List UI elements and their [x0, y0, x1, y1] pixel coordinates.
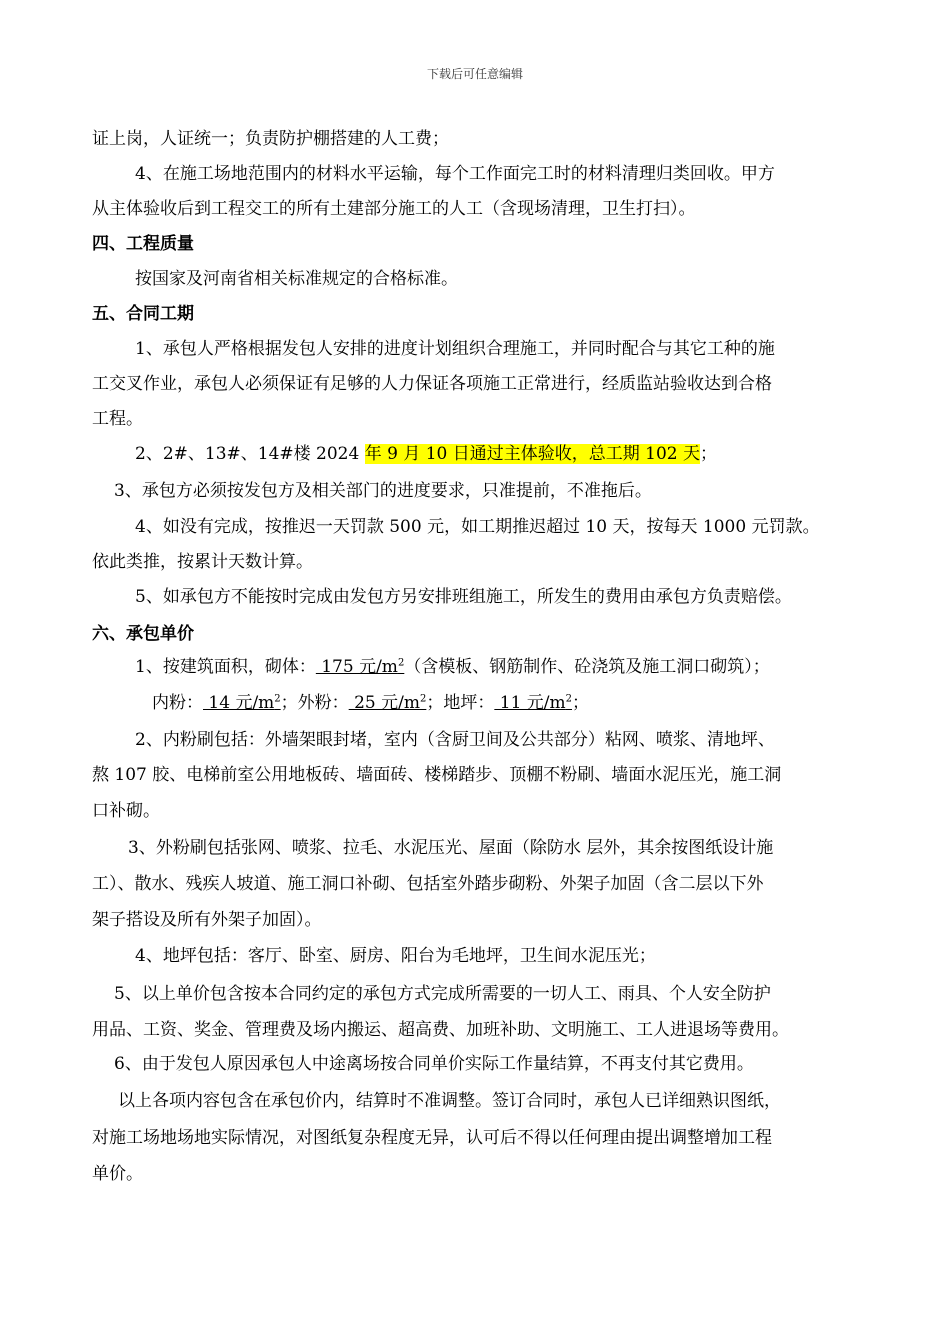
- price-item-1-note: （含模板、钢筋制作、砼浇筑及施工洞口砌筑）；: [404, 657, 770, 677]
- price-item-3-line-2: 工）、散水、残疾人坡道、施工洞口补砌、包括室外踏步砌粉、外架子加固（含二层以下外: [92, 874, 764, 894]
- schedule-item-1-line-3: 工程。: [92, 409, 143, 429]
- list-item-4-line-2: 从主体验收后到工程交工的所有土建部分施工的人工（含现场清理，卫生打扫）。: [92, 199, 696, 219]
- price-item-2-line-3: 口补砌。: [92, 801, 160, 821]
- schedule-item-4-line-2: 依此类推，按累计天数计算。: [92, 552, 313, 572]
- schedule-item-1-line-2: 工交叉作业，承包人必须保证有足够的人力保证各项施工正常进行，经质监站验收达到合格: [92, 374, 772, 394]
- quality-paragraph: 按国家及河南省相关标准规定的合格标准。: [135, 269, 458, 289]
- schedule-item-5: 5、如承包方不能按时完成由发包方另安排班组施工，所发生的费用由承包方负责赔偿。: [135, 587, 792, 607]
- schedule-item-2-end: ；: [700, 444, 718, 464]
- floor-label: ；地坪：: [426, 693, 495, 713]
- price-item-4: 4、地坪包括：客厅、卧室、厨房、阳台为毛地坪，卫生间水泥压光；: [135, 946, 656, 966]
- outer-plaster-label: ；外粉：: [280, 693, 349, 713]
- closing-paragraph-line-3: 单价。: [92, 1164, 143, 1184]
- price-item-3-line-3: 架子搭设及所有外架子加固）。: [92, 910, 322, 930]
- schedule-item-1-line-1: 1、承包人严格根据发包人安排的进度计划组织合理施工，并同时配合与其它工种的施: [135, 339, 775, 359]
- list-item-4-line-1: 4、在施工场地范围内的材料水平运输，每个工作面完工时的材料清理归类回收。甲方: [135, 164, 775, 184]
- inner-plaster-label: 内粉：: [152, 693, 203, 713]
- closing-paragraph-line-1: 以上各项内容包含在承包价内，结算时不准调整。签订合同时，承包人已详细熟识图纸，: [118, 1091, 781, 1111]
- price-item-5-line-1: 5、以上单价包含按本合同约定的承包方式完成所需要的一切人工、雨具、个人安全防护: [114, 984, 771, 1004]
- price-item-1: [135, 656, 770, 678]
- price-item-2-line-1: 2、内粉刷包括：外墙架眼封堵，室内（含厨卫间及公共部分）粘网、喷浆、清地坪、: [135, 730, 775, 750]
- price-item-6: 6、由于发包人原因承包人中途离场按合同单价实际工作量结算，不再支付其它费用。: [114, 1054, 754, 1074]
- floor-price: 11 元$/m^2$: [494, 693, 573, 713]
- price-item-5-line-2: 用品、工资、奖金、管理费及场内搬运、超高费、加班补助、文明施工、工人进退场等费用。: [92, 1020, 789, 1040]
- schedule-item-4-line-1: 4、如没有完成，按推迟一天罚款 500 元，如工期推迟超过 10 天，按每天 1000 元罚款。: [135, 517, 820, 537]
- price-item-3-line-1: 3、外粉刷包括张网、喷浆、拉毛、水泥压光、屋面（除防水 层外，其余按图纸设计施: [128, 838, 774, 858]
- closing-paragraph-line-2: 对施工场地场地实际情况，对图纸复杂程度无异，认可后不得以任何理由提出调整增加工程: [92, 1128, 772, 1148]
- price-item-1-label: 1、按建筑面积，砌体：: [135, 657, 316, 677]
- schedule-item-2: [135, 443, 717, 465]
- section-heading-schedule: 五、合同工期: [92, 304, 194, 324]
- plaster-prices: 内粉： 14 元$/m^2$；外粉： 25 元$/m^2$；地坪： 11 元$/m^2$；: [152, 693, 590, 713]
- price-item-2-line-2: 熬 107 胶、电梯前室公用地板砖、墙面砖、楼梯踏步、顶棚不粉刷、墙面水泥压光，施工洞: [92, 765, 782, 785]
- inner-plaster-price: 14 元$/m^2$: [203, 693, 281, 713]
- section-heading-unit-price: 六、承包单价: [92, 624, 194, 644]
- section-heading-quality: 四、工程质量: [92, 234, 194, 254]
- page-header: 下载后可任意编辑: [426, 67, 523, 81]
- masonry-price: 175 元$/m^2$: [315, 657, 405, 677]
- outer-plaster-price: 25 元$/m^2$: [348, 693, 427, 713]
- schedule-item-3: 3、承包方必须按发包方及相关部门的进度要求，只准提前，不准拖后。: [114, 481, 652, 501]
- schedule-item-2-prefix: 2、2#、13#、14#楼 2024: [135, 444, 365, 464]
- highlighted-deadline: 年 9 月 10 日通过主体验收，总工期 102 天: [364, 444, 701, 464]
- paragraph-line: 证上岗，人证统一；负责防护棚搭建的人工费；: [92, 129, 449, 149]
